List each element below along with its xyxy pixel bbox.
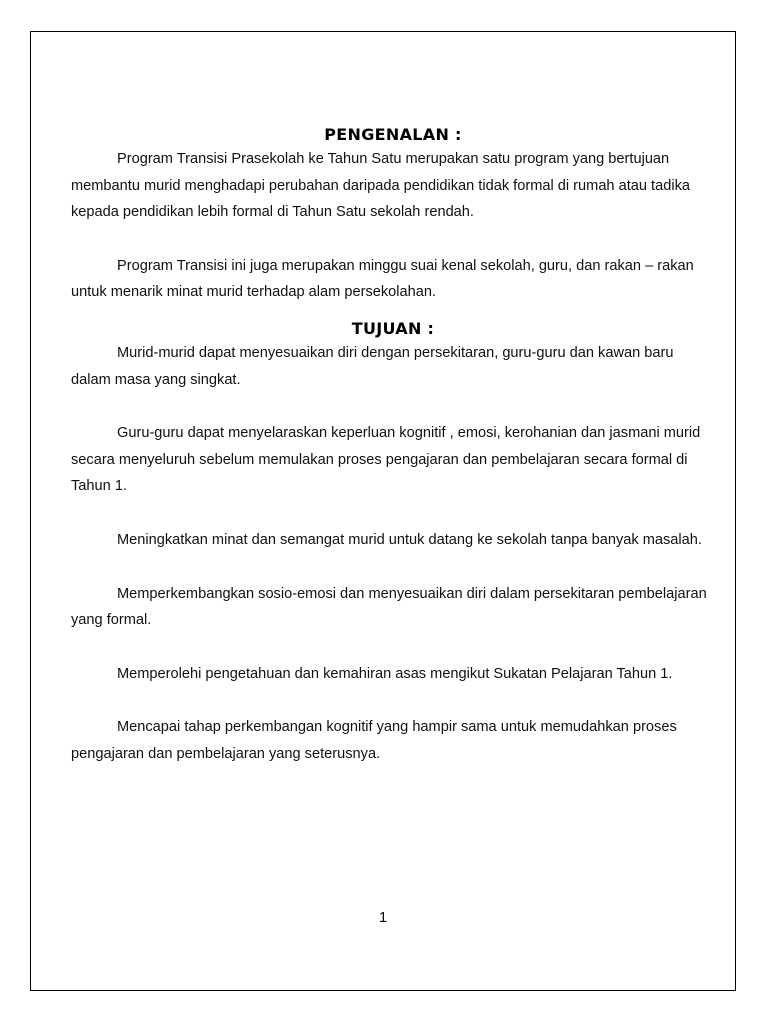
objective-paragraph: Meningkatkan minat dan semangat murid untuk datang ke sekolah tanpa banyak masalah. <box>117 531 702 548</box>
objective-paragraph: Memperolehi pengetahuan dan kemahiran asas mengikut Sukatan Pelajaran Tahun 1. <box>117 665 673 682</box>
objective-paragraph: Mencapai tahap perkembangan kognitif yang hampir sama untuk memudahkan proses pengajaran dan pembelajaran yang seterusnya. <box>71 719 677 762</box>
page-number: 1 <box>378 910 388 926</box>
paragraph-spacer <box>71 500 715 527</box>
page-content <box>71 124 715 768</box>
objectives-heading: TUJUAN : <box>351 318 435 338</box>
objective-paragraph: Memperkembangkan sosio-emosi dan menyesuaikan diri dalam persekitaran pembelajaran yang formal. <box>71 585 707 629</box>
objective-paragraph: Murid-murid dapat menyesuaikan diri dengan persekitaran, guru-guru dan kawan baru dalam masa yang singkat. <box>71 344 674 388</box>
section-spacer <box>71 306 715 318</box>
objective-paragraph: Guru-guru dapat menyelaraskan keperluan kognitif , emosi, kerohanian dan jasmani murid secara menyeluruh sebelum memulakan proses pengajaran dan pembelajaran secara formal di Tahun 1. <box>71 425 701 495</box>
paragraph-spacer <box>71 687 715 714</box>
document-page <box>30 31 736 991</box>
intro-paragraph: Program Transisi Prasekolah ke Tahun Satu merupakan satu program yang bertujuan membantu murid menghadapi perubahan daripada pendidikan tidak formal di rumah atau tadika kepada pendidikan lebih formal di Tahun Satu sekolah rendah. <box>71 151 691 221</box>
paragraph-spacer <box>71 393 715 420</box>
paragraph-spacer <box>71 226 715 253</box>
intro-heading: PENGENALAN : <box>324 125 462 144</box>
paragraph-spacer <box>71 554 715 581</box>
paragraph-spacer <box>71 634 715 661</box>
intro-paragraph: Program Transisi ini juga merupakan minggu suai kenal sekolah, guru, dan rakan – rakan untuk menarik minat murid terhadap alam persekolahan. <box>71 257 694 301</box>
